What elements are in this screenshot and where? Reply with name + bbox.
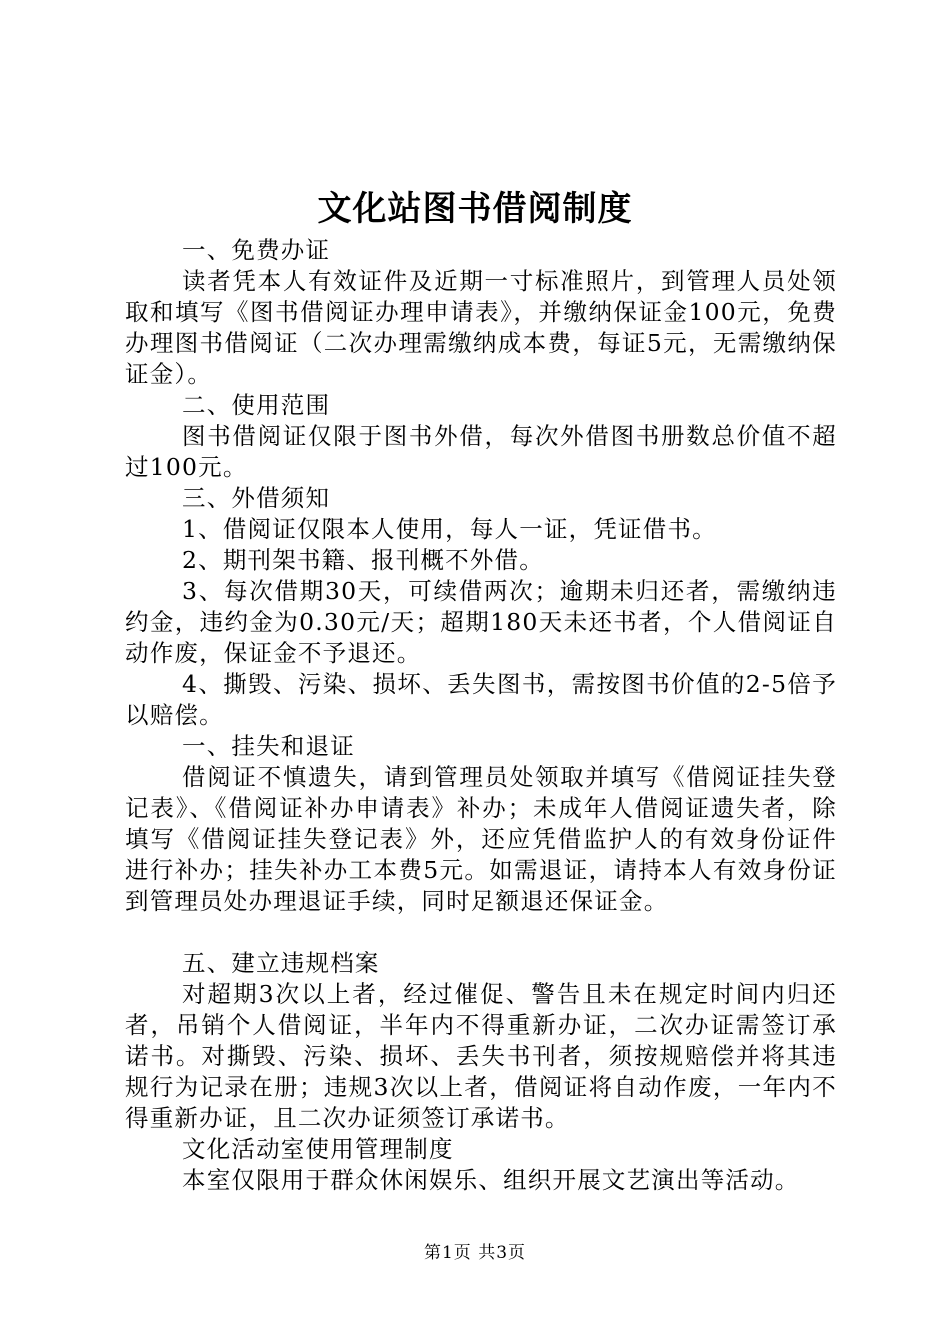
paragraph-scope: 图书借阅证仅限于图书外借，每次外借图书册数总价值不超过100元。 (125, 422, 837, 481)
section-heading-lending-rules: 三、外借须知 (182, 484, 331, 512)
rule-item-4: 4、撕毁、污染、损坏、丢失图书，需按图书价值的2-5倍予以赔偿。 (125, 670, 837, 729)
rule-item-1: 1、借阅证仅限本人使用，每人一证，凭证借书。 (182, 515, 717, 543)
document-body (125, 235, 837, 1196)
section-heading-activity-room: 文化活动室使用管理制度 (182, 1135, 454, 1163)
paragraph-activity-room: 本室仅限用于群众休闲娱乐、组织开展文艺演出等活动。 (182, 1166, 800, 1194)
paragraph-spacer (125, 917, 837, 948)
rule-item-2: 2、期刊架书籍、报刊概不外借。 (182, 546, 544, 574)
paragraph-free-card: 读者凭本人有效证件及近期一寸标准照片，到管理人员处领取和填写《图书借阅证办理申请表》，并缴纳保证金100元，免费办理图书借阅证（二次办理需缴纳成本费，每证5元，无需缴纳保证金）。 (125, 267, 837, 388)
page-number-footer: 第1页 共3页 (423, 1243, 527, 1263)
section-heading-free-card: 一、免费办证 (182, 236, 331, 264)
section-heading-scope: 二、使用范围 (182, 391, 331, 419)
rule-item-3: 3、每次借期30天，可续借两次；逾期未归还者，需缴纳违约金，违约金为0.30元/天；超期180天未还书者，个人借阅证自动作废，保证金不予退还。 (125, 577, 837, 667)
document-title: 文化站图书借阅制度 (317, 189, 633, 229)
section-heading-violation-records: 五、建立违规档案 (182, 949, 380, 977)
section-heading-loss-refund: 一、挂失和退证 (182, 732, 355, 760)
paragraph-loss-refund: 借阅证不慎遗失，请到管理员处领取并填写《借阅证挂失登记表》、《借阅证补办申请表》补办；未成年人借阅证遗失者，除填写《借阅证挂失登记表》外，还应凭借监护人的有效身份证件进行补办；挂失补办工本费5元。如需退证，请持本人有效身份证到管理员处办理退证手续，同时足额退还保证金。 (125, 763, 837, 915)
paragraph-violation-records: 对超期3次以上者，经过催促、警告且未在规定时间内归还者，吊销个人借阅证，半年内不得重新办证，二次办证需签订承诺书。对撕毁、污染、损坏、丢失书刊者，须按规赔偿并将其违规行为记录在册；违规3次以上者，借阅证将自动作废，一年内不得重新办证，且二次办证须签订承诺书。 (125, 980, 837, 1132)
